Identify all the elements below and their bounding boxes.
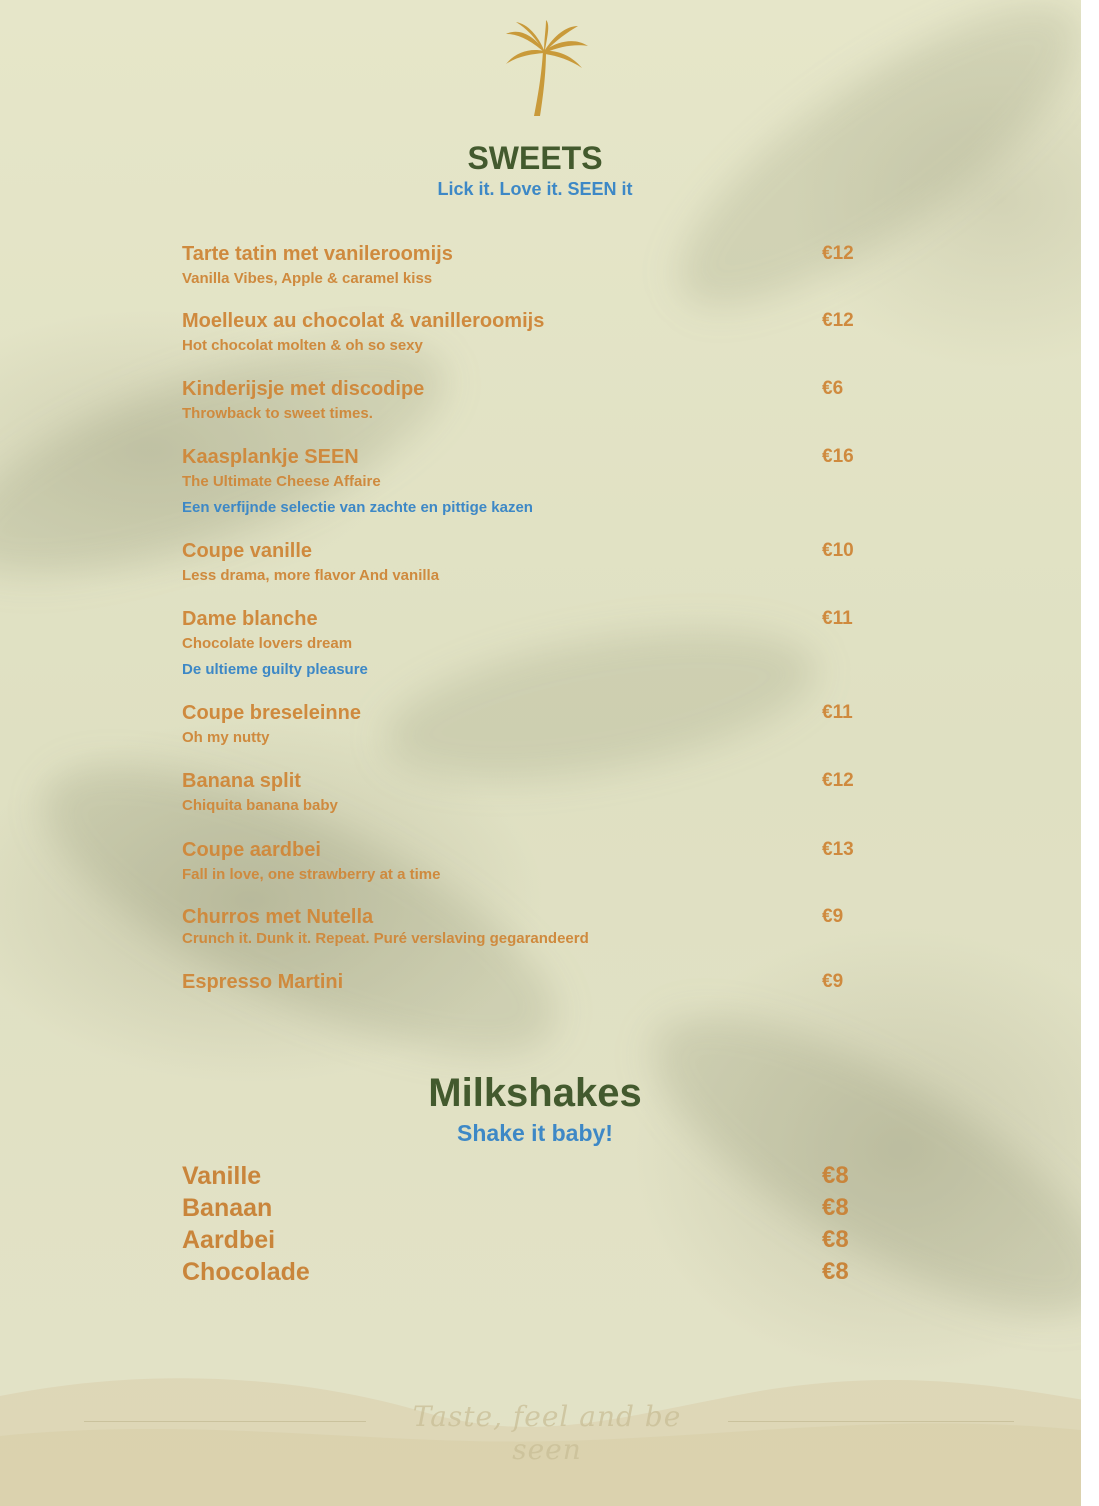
item-note: De ultieme guilty pleasure <box>182 661 368 678</box>
item-name: Coupe breseleinne <box>182 702 361 724</box>
item-description: Oh my nutty <box>182 729 270 746</box>
item-price: €8 <box>822 1194 849 1221</box>
menu-item <box>182 242 858 289</box>
item-price: €8 <box>822 1162 849 1189</box>
milkshake-item <box>182 1161 858 1191</box>
item-name: Aardbei <box>182 1226 276 1254</box>
item-price: €8 <box>822 1258 849 1285</box>
item-price: €12 <box>822 310 854 331</box>
item-name: Chocolade <box>182 1258 310 1286</box>
item-price: €9 <box>822 906 844 927</box>
page-edge <box>1081 0 1090 1506</box>
item-description: Chiquita banana baby <box>182 797 338 814</box>
milkshake-item <box>182 1193 858 1223</box>
milkshake-item <box>182 1225 858 1255</box>
sweets-title: SWEETS <box>467 140 603 176</box>
item-price: €13 <box>822 839 854 860</box>
menu-item <box>182 769 858 816</box>
item-description: Throwback to sweet times. <box>182 405 373 422</box>
item-name: Coupe vanille <box>182 540 313 562</box>
item-price: €12 <box>822 243 854 264</box>
item-name: Vanille <box>182 1162 262 1190</box>
item-price: €11 <box>822 608 853 629</box>
item-description: The Ultimate Cheese Affaire <box>182 473 381 490</box>
milkshake-item <box>182 1257 858 1287</box>
item-note: Een verfijnde selectie van zachte en pittige kazen <box>182 499 533 516</box>
menu-item <box>182 970 858 994</box>
menu-item <box>182 701 858 748</box>
footer-tagline: Taste, feel and be seen <box>412 1400 682 1466</box>
menu-item <box>182 539 858 586</box>
footer-divider-right <box>728 1421 1014 1422</box>
menu-item <box>182 905 858 949</box>
item-name: Churros met Nutella <box>182 906 374 928</box>
item-price: €11 <box>822 702 853 723</box>
item-description: Less drama, more flavor And vanilla <box>182 567 440 584</box>
menu-item <box>182 377 858 424</box>
item-name: Banaan <box>182 1194 273 1222</box>
menu-item <box>182 309 858 356</box>
item-description: Crunch it. Dunk it. Repeat. Puré verslaving gegarandeerd <box>182 930 589 947</box>
item-price: €6 <box>822 378 844 399</box>
menu-item <box>182 838 858 885</box>
item-description: Chocolate lovers dream <box>182 635 353 652</box>
item-name: Dame blanche <box>182 608 318 630</box>
footer-divider-left <box>84 1421 366 1422</box>
item-price: €10 <box>822 540 854 561</box>
sweets-subtitle: Lick it. Love it. SEEN it <box>437 179 633 199</box>
item-name: Espresso Martini <box>182 971 344 993</box>
item-name: Kinderijsje met discodipe <box>182 378 425 400</box>
milkshakes-title: Milkshakes <box>428 1071 642 1115</box>
item-price: €16 <box>822 446 854 467</box>
item-price: €8 <box>822 1226 849 1253</box>
menu-item <box>182 607 858 680</box>
milkshakes-subtitle: Shake it baby! <box>457 1120 613 1146</box>
item-description: Vanilla Vibes, Apple & caramel kiss <box>182 270 433 287</box>
item-name: Coupe aardbei <box>182 839 321 861</box>
item-price: €12 <box>822 770 854 791</box>
item-description: Fall in love, one strawberry at a time <box>182 866 441 883</box>
item-name: Kaasplankje SEEN <box>182 446 359 468</box>
item-name: Tarte tatin met vanileroomijs <box>182 243 453 265</box>
leaf-shadow <box>640 0 1090 354</box>
menu-item <box>182 445 858 518</box>
palm-tree-icon <box>498 20 590 120</box>
item-name: Banana split <box>182 770 301 792</box>
item-description: Hot chocolat molten & oh so sexy <box>182 337 423 354</box>
item-price: €9 <box>822 971 844 992</box>
item-name: Moelleux au chocolat & vanilleroomijs <box>182 310 545 332</box>
